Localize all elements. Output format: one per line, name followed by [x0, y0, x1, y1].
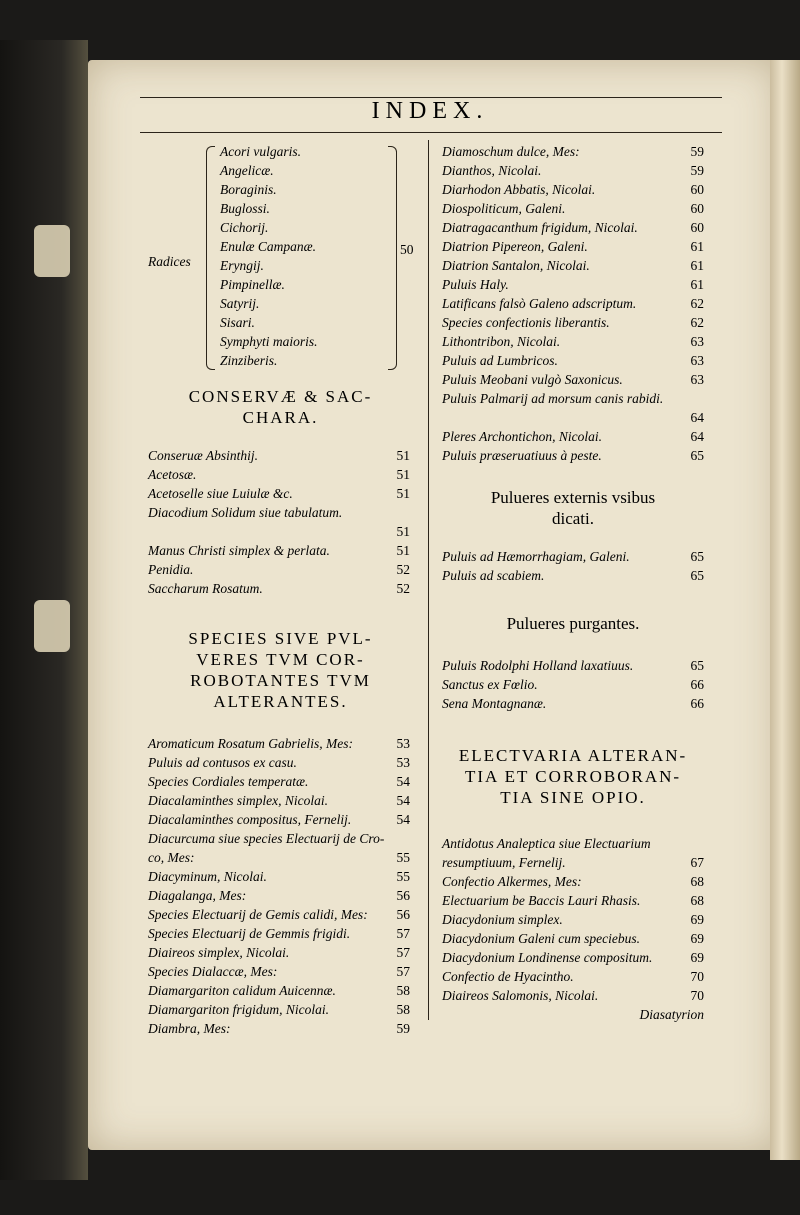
entry-title: Diatrion Santalon, Nicolai. [442, 258, 590, 273]
entry-title: Puluis ad contusos ex casu. [148, 755, 297, 770]
radix-item: Angelicæ. [220, 163, 274, 178]
entry-page: 65 [690, 448, 704, 463]
electuaria-heading [442, 745, 704, 808]
entry-page: 60 [690, 182, 704, 197]
index-entry [442, 275, 704, 294]
radices-label: Radices [148, 254, 191, 269]
entry-page: 68 [690, 893, 704, 908]
conservae-heading [148, 386, 413, 428]
heading-line: Pulueres externis vsibus [490, 488, 656, 507]
entry-page: 56 [396, 888, 410, 903]
entry-title: Diacodium Solidum siue tabulatum. [148, 505, 343, 520]
entry-title: Diambra, Mes: [148, 1021, 231, 1036]
index-entry [442, 853, 704, 872]
species-list [148, 734, 413, 1038]
entry-page: 51 [396, 524, 410, 539]
entry-page: 63 [690, 334, 704, 349]
heading-line: ALTERANTES. [213, 692, 348, 711]
entry-title: Sena Montagnanæ. [442, 696, 547, 711]
index-entry [442, 656, 704, 675]
index-entry [148, 810, 410, 829]
entry-title: Manus Christi simplex & perlata. [148, 543, 330, 558]
entry-title: Diamoschum dulce, Mes: [442, 144, 580, 159]
entry-page: 54 [396, 812, 410, 827]
entry-page: 61 [690, 239, 704, 254]
entry-page: 55 [396, 850, 410, 865]
entry-page: 59 [690, 163, 704, 178]
radix-item: Cichorij. [220, 220, 269, 235]
heading-line: ELECTVARIA ALTERAN- [458, 746, 688, 765]
index-entry [442, 566, 704, 585]
entry-page: 57 [396, 926, 410, 941]
index-entry [442, 675, 704, 694]
entry-title: Acetosæ. [148, 467, 197, 482]
index-entry [148, 503, 410, 522]
entry-page: 59 [396, 1021, 410, 1036]
entry-title: Aromaticum Rosatum Gabrielis, Mes: [148, 736, 353, 751]
entry-title: Acetoselle siue Luiulæ &c. [148, 486, 293, 501]
index-entry [148, 905, 410, 924]
index-entry [442, 332, 704, 351]
entry-title: Lithontribon, Nicolai. [442, 334, 561, 349]
purgantes-list [442, 656, 704, 713]
radix-item: Eryngij. [220, 258, 264, 273]
heading-line: ROBOTANTES TVM [190, 671, 371, 690]
entry-title: Puluis Haly. [442, 277, 509, 292]
entry-title: Diacurcuma siue species Electuarij de Cro- [148, 831, 385, 846]
entry-title: Antidotus Analeptica siue Electuarium [442, 836, 651, 851]
heading-line: Pulueres purgantes. [506, 614, 640, 633]
entry-page: 56 [396, 907, 410, 922]
index-entry [148, 484, 410, 503]
entry-page: 60 [690, 201, 704, 216]
externis-list [442, 547, 704, 585]
entry-page: 52 [396, 581, 410, 596]
entry-page: 64 [690, 410, 704, 425]
entry-page: 64 [690, 429, 704, 444]
entry-title: Diatrion Pipereon, Galeni. [442, 239, 588, 254]
index-entry [442, 948, 704, 967]
entry-title: Electuarium be Baccis Lauri Rhasis. [442, 893, 641, 908]
entry-title: Puluis Meobani vulgò Saxonicus. [442, 372, 623, 387]
index-entry [442, 237, 704, 256]
entry-page: 60 [690, 220, 704, 235]
index-entry [148, 962, 410, 981]
right-column [442, 142, 704, 1024]
index-entry [148, 981, 410, 1000]
column-divider [428, 140, 429, 1020]
index-entry [442, 891, 704, 910]
entry-title: Dianthos, Nicolai. [442, 163, 542, 178]
index-entry [442, 910, 704, 929]
index-entry [442, 389, 704, 408]
entry-page: 52 [396, 562, 410, 577]
entry-page: 70 [690, 969, 704, 984]
entry-title: Diacyminum, Nicolai. [148, 869, 267, 884]
index-entry [442, 986, 704, 1005]
entry-title: Species Electuarij de Gemis calidi, Mes: [148, 907, 368, 922]
index-entry [148, 541, 410, 560]
entry-title: Diaireos Salomonis, Nicolai. [442, 988, 599, 1003]
entry-page: 65 [690, 658, 704, 673]
index-entry [442, 294, 704, 313]
radix-item: Boraginis. [220, 182, 277, 197]
entry-page: 70 [690, 988, 704, 1003]
entry-title: resumptiuum, Fernelij. [442, 855, 566, 870]
index-entry [442, 427, 704, 446]
entry-title: Diamargariton frigidum, Nicolai. [148, 1002, 330, 1017]
entry-page: 63 [690, 353, 704, 368]
entry-title: Diospoliticum, Galeni. [442, 201, 566, 216]
entry-title: Diaireos simplex, Nicolai. [148, 945, 290, 960]
index-entry [442, 446, 704, 465]
index-entry [442, 408, 704, 427]
entry-title: Sanctus ex Fœlio. [442, 677, 538, 692]
entry-page: 57 [396, 945, 410, 960]
right-entries-list [442, 142, 704, 465]
index-entry [148, 734, 410, 753]
radices-page: 50 [400, 242, 414, 257]
entry-title: Species confectionis liberantis. [442, 315, 610, 330]
index-entry [442, 834, 704, 853]
entry-page: 62 [690, 296, 704, 311]
heading-line: TIA SINE OPIO. [500, 788, 646, 807]
index-entry [442, 313, 704, 332]
entry-title: Confectio Alkermes, Mes: [442, 874, 582, 889]
entry-page: 63 [690, 372, 704, 387]
radix-item: Sisari. [220, 315, 255, 330]
radices-list [220, 142, 400, 370]
entry-page: 51 [396, 448, 410, 463]
index-entry [148, 943, 410, 962]
entry-title: Puluis ad Hæmorrhagiam, Galeni. [442, 549, 630, 564]
index-entry [148, 829, 410, 848]
index-entry [442, 694, 704, 713]
entry-page: 51 [396, 486, 410, 501]
index-entry [148, 848, 410, 867]
entry-title: Puluis ad Lumbricos. [442, 353, 558, 368]
heading-line: TIA ET CORROBORAN- [464, 767, 682, 786]
radix-item: Pimpinellæ. [220, 277, 285, 292]
entry-title: Diarhodon Abbatis, Nicolai. [442, 182, 596, 197]
electuaria-list [442, 834, 704, 1005]
entry-page: 51 [396, 543, 410, 558]
entry-page: 53 [396, 736, 410, 751]
entry-title: Puluis ad scabiem. [442, 568, 545, 583]
index-entry [148, 579, 410, 598]
entry-page: 67 [690, 855, 704, 870]
entry-title: Species Dialaccæ, Mes: [148, 964, 278, 979]
entry-page: 65 [690, 549, 704, 564]
index-entry [148, 772, 410, 791]
index-entry [442, 872, 704, 891]
entry-title: Puluis præseruatiuus à peste. [442, 448, 602, 463]
index-entry [148, 560, 410, 579]
conservae-list [148, 446, 413, 598]
index-entry [148, 867, 410, 886]
heading-line: VERES TVM COR- [196, 650, 365, 669]
entry-page: 68 [690, 874, 704, 889]
catchword: Diasatyrion [639, 1007, 704, 1022]
entry-title: Diamargariton calidum Auicennæ. [148, 983, 336, 998]
index-entry [442, 180, 704, 199]
radix-item: Satyrij. [220, 296, 260, 311]
externis-heading [442, 487, 704, 529]
page-tab [34, 225, 70, 277]
entry-title: Diacalaminthes simplex, Nicolai. [148, 793, 328, 808]
entry-title: Diacydonium Galeni cum speciebus. [442, 931, 640, 946]
entry-page: 65 [690, 568, 704, 583]
index-entry [148, 1019, 410, 1038]
index-entry [442, 370, 704, 389]
entry-title: Puluis Palmarij ad morsum canis rabidi. [442, 391, 664, 406]
entry-page: 62 [690, 315, 704, 330]
radix-item: Zinziberis. [220, 353, 278, 368]
entry-page: 54 [396, 793, 410, 808]
index-entry [148, 753, 410, 772]
radix-item: Symphyti maioris. [220, 334, 318, 349]
left-column [148, 142, 413, 1038]
entry-title: Diacydonium simplex. [442, 912, 563, 927]
heading-line: dicati. [551, 509, 594, 528]
index-entry [148, 465, 410, 484]
entry-title: Pleres Archontichon, Nicolai. [442, 429, 602, 444]
entry-title: Diagalanga, Mes: [148, 888, 247, 903]
entry-title: Species Cordiales temperatæ. [148, 774, 309, 789]
index-entry [442, 929, 704, 948]
index-entry [442, 547, 704, 566]
radix-item: Acori vulgaris. [220, 144, 301, 159]
entry-title: Penidia. [148, 562, 194, 577]
index-entry [148, 886, 410, 905]
entry-page: 61 [690, 277, 704, 292]
entry-title: Latificans falsò Galeno adscriptum. [442, 296, 637, 311]
index-entry [442, 142, 704, 161]
purgantes-heading [442, 613, 704, 634]
species-heading [148, 628, 413, 712]
entry-page: 57 [396, 964, 410, 979]
entry-page: 61 [690, 258, 704, 273]
entry-page: 53 [396, 755, 410, 770]
entry-title: Diatragacanthum frigidum, Nicolai. [442, 220, 638, 235]
entry-page: 59 [690, 144, 704, 159]
entry-page: 58 [396, 983, 410, 998]
radix-item: Enulæ Campanæ. [220, 239, 317, 254]
header-rule-bottom [140, 132, 722, 133]
index-entry [442, 161, 704, 180]
entry-page: 58 [396, 1002, 410, 1017]
index-entry [442, 967, 704, 986]
index-entry [442, 351, 704, 370]
entry-title: Diacydonium Londinense compositum. [442, 950, 653, 965]
entry-page: 69 [690, 931, 704, 946]
index-entry [442, 256, 704, 275]
brace-right [388, 146, 397, 370]
entry-page: 69 [690, 950, 704, 965]
page-edges-right [770, 60, 800, 1160]
entry-title: Confectio de Hyacintho. [442, 969, 574, 984]
index-entry [148, 924, 410, 943]
entry-title: Diacalaminthes compositus, Fernelij. [148, 812, 352, 827]
page-title: INDEX. [371, 98, 489, 124]
index-entry [148, 522, 410, 541]
brace-left [206, 146, 215, 370]
entry-title: Species Electuarij de Gemmis frigidi. [148, 926, 351, 941]
entry-page: 51 [396, 467, 410, 482]
entry-title: co, Mes: [148, 850, 195, 865]
entry-title: Puluis Rodolphi Holland laxatiuus. [442, 658, 634, 673]
entry-page: 54 [396, 774, 410, 789]
index-entry [148, 791, 410, 810]
entry-title: Conseruæ Absinthij. [148, 448, 259, 463]
index-entry [148, 1000, 410, 1019]
entry-title: Saccharum Rosatum. [148, 581, 263, 596]
index-entry [442, 218, 704, 237]
radix-item: Buglossi. [220, 201, 270, 216]
index-entry [148, 446, 410, 465]
page-tab [34, 600, 70, 652]
index-entry [442, 199, 704, 218]
heading-line: SPECIES SIVE PVL- [188, 629, 373, 648]
entry-page: 66 [690, 696, 704, 711]
heading-line: CONSERVÆ & SAC- [188, 387, 373, 406]
entry-page: 66 [690, 677, 704, 692]
radices-group [148, 142, 413, 374]
entry-page: 55 [396, 869, 410, 884]
entry-page: 69 [690, 912, 704, 927]
heading-line: CHARA. [242, 408, 319, 427]
